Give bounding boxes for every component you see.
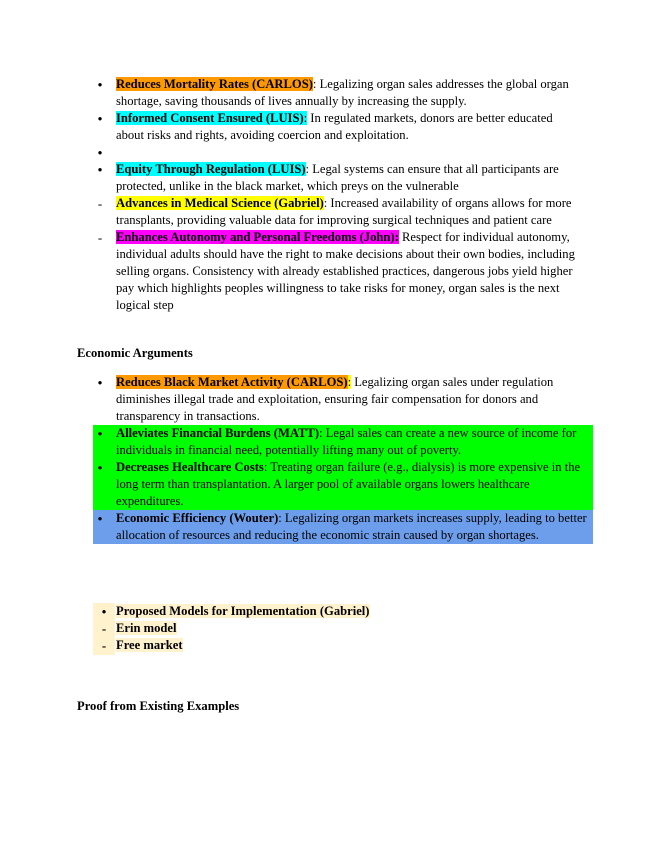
item-title: Advances in Medical Science (Gabriel) <box>116 196 324 210</box>
item-text: : Treating organ failure (e.g., dialysis) is more expensive in the long term than transplantation. A larger pool of available organs lowers healthcare expenditures. <box>116 460 581 508</box>
item-text: In regulated markets, donors are better educated about risks and rights, avoiding coercion and exploitation. <box>116 111 553 142</box>
model-label: Erin model <box>116 621 177 635</box>
item-text: : Legalizing organ sales addresses the global organ shortage, saving thousands of lives annually by increasing the supply. <box>116 77 569 108</box>
item-title: Reduces Mortality Rates (CARLOS) <box>116 77 313 91</box>
list-item <box>0 229 576 314</box>
dash-marker <box>93 620 115 638</box>
list-item <box>0 161 576 195</box>
item-text: Legalizing organ sales under regulation diminishes illegal trade and exploitation, ensuring fair compensation for donors and transparency in transactions. <box>116 375 554 423</box>
item-title: Reduces Black Market Activity (CARLOS) <box>116 375 348 389</box>
list-item <box>0 76 576 110</box>
list-item <box>0 374 576 425</box>
model-label: Proposed Models for Implementation (Gabriel) <box>116 604 370 618</box>
dash-marker <box>93 229 107 247</box>
models-list <box>0 603 576 654</box>
economic-arguments-heading: Economic Arguments <box>77 346 193 360</box>
proof-heading: Proof from Existing Examples <box>77 699 240 713</box>
item-text: Respect for individual autonomy, individual adults should have the right to make decisions about their own bodies, including selling organs. Consistency with already established practices, dangerous jobs yield higher pay which highlights peoples willingness to take risks for money, organ sales is the next logical step <box>116 230 575 312</box>
bullet-icon <box>93 459 107 477</box>
list-item <box>0 110 576 144</box>
item-title: Enhances Autonomy and Personal Freedoms (John): <box>116 230 399 244</box>
ethical-arguments-list <box>0 76 576 314</box>
item-colon: : <box>347 375 352 389</box>
list-item <box>0 620 576 637</box>
item-text: : Legal sales can create a new source of income for individuals in financial need, potentially lifting many out of poverty. <box>116 426 577 457</box>
bullet-icon <box>93 510 107 528</box>
dash-marker <box>93 195 107 213</box>
model-label: Free market <box>116 638 183 652</box>
bullet-icon <box>93 76 107 94</box>
list-item <box>0 603 576 620</box>
list-item <box>93 510 593 544</box>
bullet-icon <box>93 161 107 179</box>
bullet-icon <box>93 144 107 162</box>
item-colon: : <box>303 111 308 125</box>
list-item <box>0 637 576 654</box>
item-title: Decreases Healthcare Costs <box>116 460 264 474</box>
item-title: Economic Efficiency (Wouter) <box>116 511 279 525</box>
list-item <box>0 195 576 229</box>
economic-arguments-list <box>0 374 593 544</box>
item-text: : Legal systems can ensure that all participants are protected, unlike in the black market, which preys on the vulnerable <box>116 162 559 193</box>
item-title: Informed Consent Ensured (LUIS) <box>116 111 304 125</box>
bullet-icon <box>93 603 115 621</box>
item-text: : Increased availability of organs allows for more transplants, providing valuable data for improving surgical techniques and patient care <box>116 196 572 227</box>
list-item <box>93 425 593 459</box>
dash-marker <box>93 637 115 655</box>
bullet-icon <box>93 425 107 443</box>
bullet-icon <box>93 374 107 392</box>
item-title: Equity Through Regulation (LUIS) <box>116 162 306 176</box>
item-title: Alleviates Financial Burdens (MATT) <box>116 426 320 440</box>
item-text: : Legalizing organ markets increases supply, leading to better allocation of resources and reducing the economic strain caused by organ shortages. <box>116 511 587 542</box>
bullet-icon <box>93 110 107 128</box>
list-item-empty <box>0 144 576 161</box>
list-item <box>93 459 593 510</box>
